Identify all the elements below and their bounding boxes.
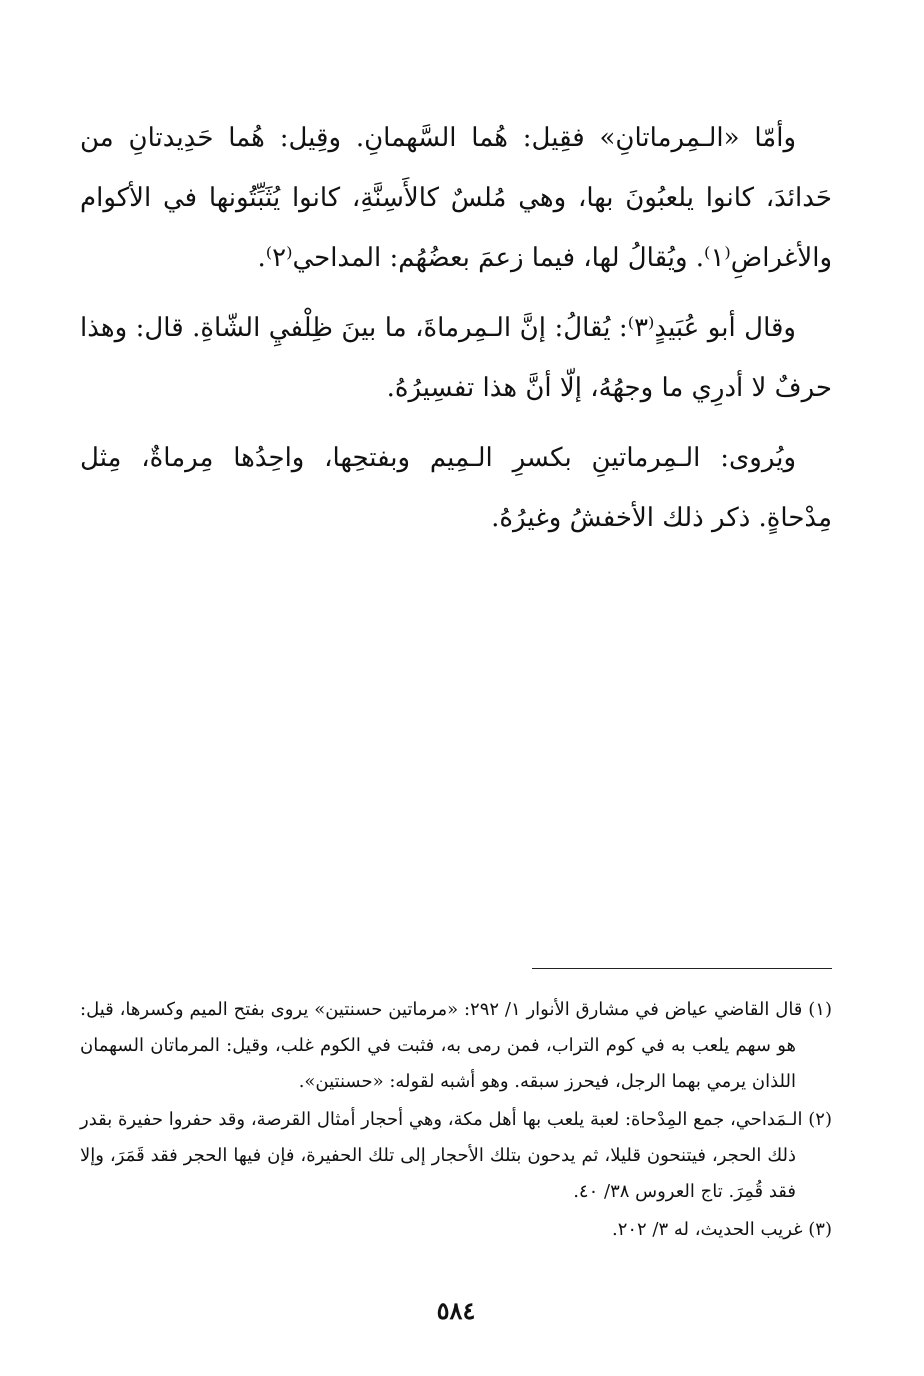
footnote-divider xyxy=(532,968,832,969)
footnote-3: (٣) غريب الحديث، له ٣/ ٢٠٢. xyxy=(611,1219,832,1240)
paragraph-2: وقال أبو عُبَيدٍ⁽٣⁾: يُقالُ: إنَّ الـمِرماةَ، ما بينَ ظِلْفيِ الشّاةِ. قال: وهذا حرفٌ لا أدرِي ما وجهُهُ، إلّا أنَّ هذا تفسِيرُهُ. xyxy=(80,313,832,403)
book-page xyxy=(80,108,832,1376)
footnote-2: (٢) الـمَداحي، جمع المِدْحاة: لعبة يلعب بها أهل مكة، وهي أحجار أمثال القرصة، وقد حفروا حفيرة بقدر ذلك الحجر، فيتنحون قليلا، ثم يدحون بتلك الأحجار إلى تلك الحفيرة، فإن فيها الحجر فقد قَمَرَ، وإلا فقد قُمِرَ. تاج العروس ٣٨/ ٤٠. xyxy=(80,1109,832,1202)
paragraph-1: وأمّا «الـمِرماتانِ» فقِيل: هُما السَّهمانِ. وقِيل: هُما حَدِيدتانِ من حَدائدَ، كانوا يلعبُونَ بها، وهي مُلسٌ كالأَسِنَّةِ، كانوا يُثَبِّتُونها في الأكوام والأغراضِ⁽١⁾. ويُقالُ لها، فيما زعمَ بعضُهُم: المداحي⁽٢⁾. xyxy=(80,123,832,273)
footnote-1: (١) قال القاضي عياض في مشارق الأنوار ١/ ٢٩٢: «مرماتين حسنتين» يروى بفتح الميم وكسرها، قيل: هو سهم يلعب به في كوم التراب، فمن رمى به، فثبت في الكوم غلب، وقيل: المرماتان السهمان اللذان يرمي بهما الرجل، فيحرز سبقه. وهو أشبه لقوله: «حسنتين». xyxy=(80,999,832,1092)
main-text xyxy=(80,108,832,548)
page-number: ٥٨٤ xyxy=(436,1296,476,1325)
paragraph-3: ويُروى: الـمِرماتينِ بكسرِ الـمِيم وبفتحِها، واحِدُها مِرماةٌ، مِثل مِدْحاةٍ. ذكر ذلك الأخفشُ وغيرُهُ. xyxy=(80,443,832,533)
footnotes xyxy=(80,992,832,1250)
